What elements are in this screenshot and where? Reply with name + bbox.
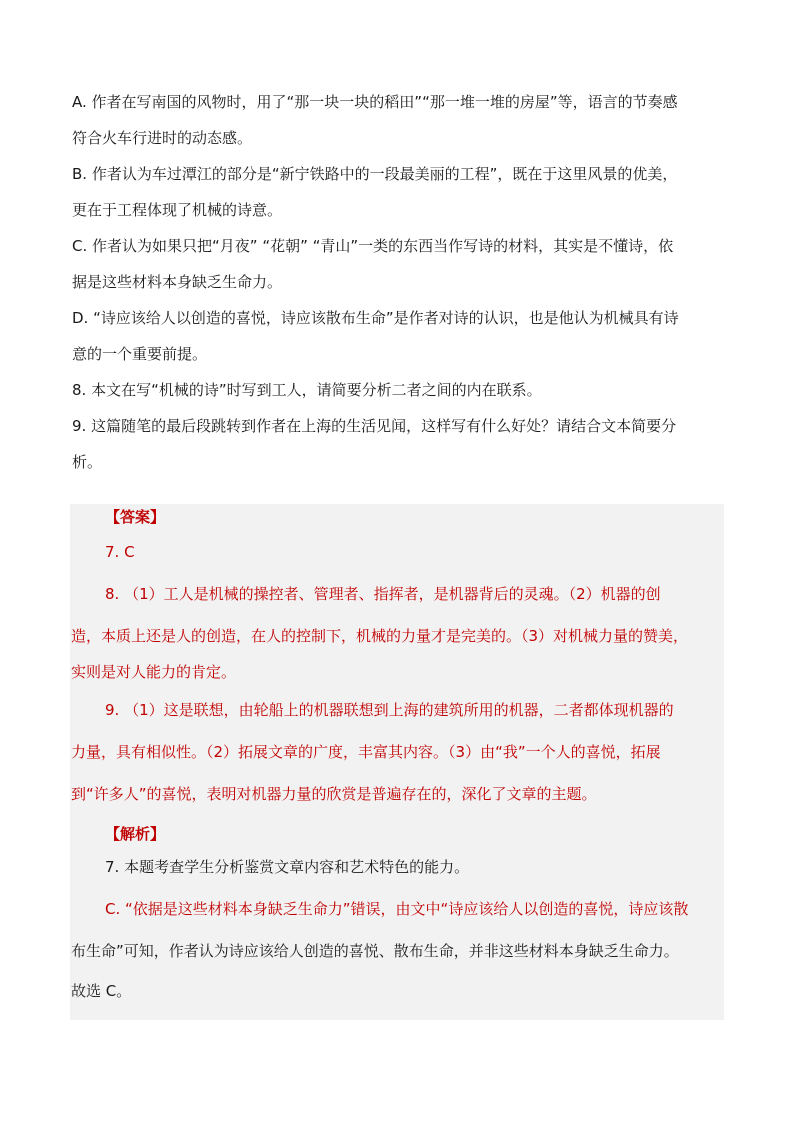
- option-d-line-2: 意的一个重要前提。: [72, 345, 208, 363]
- question-9-line-1: 9. 这篇随笔的最后段跳转到作者在上海的生活见闻，这样写有什么好处？请结合文本简要分: [72, 417, 677, 435]
- option-b: [72, 164, 727, 220]
- option-c: [72, 236, 727, 292]
- answer-7: 7. C: [105, 543, 135, 561]
- analysis-7: 7. 本题考查学生分析鉴赏文章内容和艺术特色的能力。: [105, 858, 470, 876]
- option-d: [72, 308, 727, 364]
- option-a-line-2: 符合火车行进时的动态感。: [72, 129, 253, 147]
- analysis-heading: 【解析】: [105, 825, 166, 843]
- analysis-c-line-2: 布生命”可知，作者认为诗应该给人创造的喜悦、散布生命，并非这些材料本身缺乏生命力。: [71, 942, 679, 960]
- question-9-line-2: 析。: [72, 453, 103, 471]
- question-8: [72, 380, 727, 400]
- option-b-line-1: B. 作者认为车过潭江的部分是“新宁铁路中的一段最美丽的工程”，既在于这里风景的优美，: [72, 165, 678, 183]
- question-8-line-1: 8. 本文在写“机械的诗”时写到工人，请简要分析二者之间的内在联系。: [72, 381, 542, 399]
- option-d-line-1: D. “诗应该给人以创造的喜悦，诗应该散布生命”是作者对诗的认识，也是他认为机械具有诗: [72, 309, 679, 327]
- answer-8-line-1: 8. （1）工人是机械的操控者、管理者、指挥者，是机器背后的灵魂。（2）机器的创: [105, 585, 661, 603]
- answer-heading: 【答案】: [105, 508, 166, 526]
- answer-panel: [70, 504, 724, 1020]
- analysis-c-line-1: C. “依据是这些材料本身缺乏生命力”错误，由文中“诗应该给人以创造的喜悦，诗应该散: [105, 900, 689, 918]
- question-section: [72, 92, 727, 488]
- question-9: [72, 416, 727, 472]
- answer-9-line-1: 9. （1）这是联想，由轮船上的机器联想到上海的建筑所用的机器，二者都体现机器的: [105, 701, 674, 719]
- answer-9-line-3: 到“许多人”的喜悦，表明对机器力量的欣赏是普遍存在的，深化了文章的主题。: [71, 785, 597, 803]
- analysis-c-line-3: 故选 C。: [71, 982, 132, 1000]
- answer-8-line-3: 实则是对人能力的肯定。: [71, 663, 237, 681]
- option-c-line-2: 据是这些材料本身缺乏生命力。: [72, 273, 283, 291]
- option-c-line-1: C. 作者认为如果只把“月夜” “花朝” “青山”一类的东西当作写诗的材料，其实是不懂诗，依: [72, 237, 674, 255]
- answer-8-line-2: 造，本质上还是人的创造，在人的控制下，机械的力量才是完美的。（3）对机械力量的赞美，: [71, 627, 689, 645]
- option-a-line-1: A. 作者在写南国的风物时，用了“那一块一块的稻田”“那一堆一堆的房屋”等，语言的节奏感: [72, 93, 678, 111]
- answer-9-line-2: 力量，具有相似性。（2）拓展文章的广度，丰富其内容。（3）由“我”一个人的喜悦，拓展: [71, 743, 661, 761]
- option-a: [72, 92, 727, 148]
- option-b-line-2: 更在于工程体现了机械的诗意。: [72, 201, 283, 219]
